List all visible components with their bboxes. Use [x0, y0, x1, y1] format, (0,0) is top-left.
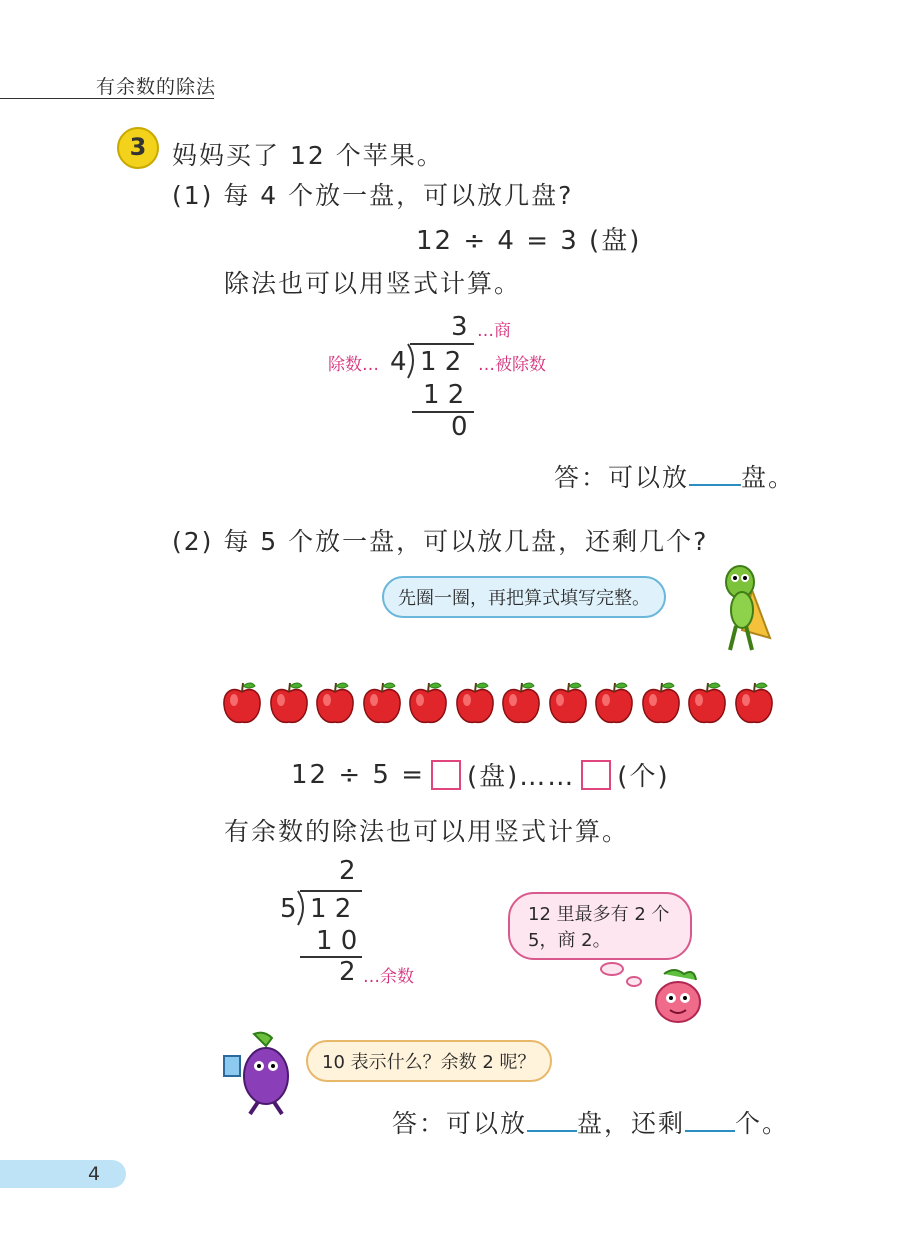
part2-equation: [291, 756, 670, 793]
thought-text: 12 里最多有 2 个 5，商 2。: [528, 904, 670, 951]
ld1-quotient: 3: [451, 312, 468, 342]
part1-answer-blank[interactable]: [689, 462, 741, 486]
page-number: 4: [88, 1163, 101, 1185]
eggplant-character-icon: [222, 1030, 302, 1116]
apple-icon: [362, 680, 402, 726]
part2-equation-left: 12 ÷ 5 =: [291, 759, 425, 790]
part2-answer-prefix: 答：可以放: [392, 1109, 528, 1138]
header-rule: [0, 98, 214, 99]
ld2-product: 1 0: [316, 926, 358, 956]
thought-bubble: [508, 892, 692, 960]
apple-icon: [455, 680, 495, 726]
part2-unit1: (盘)……: [467, 762, 576, 792]
apple-icon: [315, 680, 355, 726]
part2-answer-blank-plates[interactable]: [527, 1108, 577, 1132]
ld1-divisor: 4: [390, 347, 407, 377]
ld2-divisor: 5: [280, 894, 297, 924]
question-bubble: [306, 1040, 552, 1082]
part2-unit2: (个): [617, 762, 670, 792]
ld2-quotient: 2: [339, 856, 356, 886]
ld2-remainder: 2: [339, 957, 356, 987]
problem-number-badge: [117, 127, 159, 169]
header-title: 有余数的除法: [96, 76, 217, 98]
ld2-dividend: 1 2: [310, 894, 352, 924]
apple-icon: [501, 680, 541, 726]
ld1-dividend: 1 2: [420, 347, 462, 377]
part2-question: (2) 每 5 个放一盘，可以放几盘，还剩几个?: [172, 527, 709, 556]
part2-answer-mid: 盘，还剩: [577, 1109, 686, 1138]
thought-dot-1: [600, 962, 624, 976]
part2-answer: [392, 1104, 789, 1140]
apple-icon: [222, 680, 262, 726]
hint-bubble: [382, 576, 666, 618]
apple-icon: [734, 680, 774, 726]
part1-answer-prefix: 答：可以放: [554, 463, 690, 492]
ld1-label-divisor: 除数…: [328, 355, 379, 375]
ld2-label-remainder: …余数: [363, 967, 414, 987]
ld1-product: 1 2: [423, 380, 465, 410]
apple-icon: [548, 680, 588, 726]
part1-question: (1) 每 4 个放一盘，可以放几盘?: [172, 181, 574, 210]
question-bubble-text: 10 表示什么？余数 2 呢？: [322, 1052, 536, 1073]
part2-answer-blank-left[interactable]: [685, 1108, 735, 1132]
ld1-label-dividend: …被除数: [478, 355, 546, 375]
apple-icon: [269, 680, 309, 726]
part1-equation: 12 ÷ 4 = 3 (盘): [416, 226, 642, 256]
part1-answer: [554, 458, 795, 494]
part1-note: 除法也可以用竖式计算。: [224, 269, 522, 298]
part2-answer-suffix: 个。: [735, 1109, 790, 1138]
page-number-tab: [0, 1160, 126, 1188]
apple-icon: [641, 680, 681, 726]
apple-icon: [687, 680, 727, 726]
part1-answer-suffix: 盘。: [741, 463, 796, 492]
long-division-1: [320, 308, 560, 442]
caterpillar-character-icon: [712, 560, 772, 660]
problem-statement: 妈妈买了 12 个苹果。: [172, 141, 444, 170]
apple-icon: [594, 680, 634, 726]
remainder-answer-box[interactable]: [581, 760, 611, 790]
ld1-label-quotient: …商: [477, 321, 511, 341]
radish-character-icon: [644, 968, 710, 1032]
hint-text: 先圈一圈，再把算式填写完整。: [398, 588, 650, 609]
quotient-answer-box[interactable]: [431, 760, 461, 790]
apple-row: [222, 680, 782, 730]
long-division-2: [276, 856, 466, 986]
part2-note: 有余数的除法也可以用竖式计算。: [224, 817, 630, 846]
thought-dot-2: [626, 976, 642, 987]
apple-icon: [408, 680, 448, 726]
problem-number: 3: [129, 133, 147, 161]
ld1-remainder: 0: [451, 412, 468, 442]
